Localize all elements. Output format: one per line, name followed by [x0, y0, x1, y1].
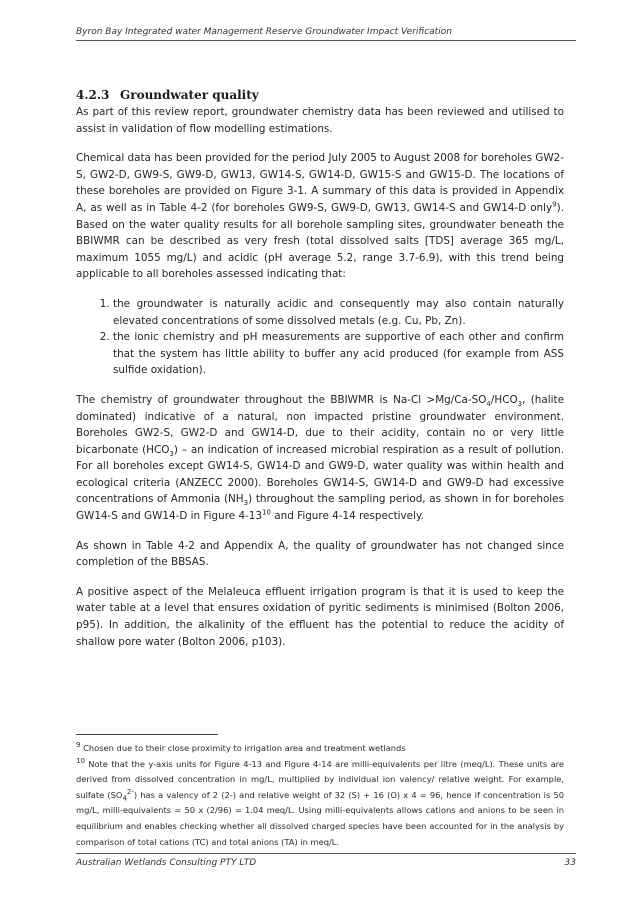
- findings-list: [76, 296, 564, 379]
- footnote-separator: [76, 734, 218, 735]
- header-title: Byron Bay Integrated water Management Reserve Groundwater Impact Verification: [76, 27, 452, 37]
- paragraph-melaleuca: A positive aspect of the Melaleuca effluent irrigation program is that it is used to keep the water table at a level that ensures oxidation of pyritic sediments is minimised (Bolton 2006, p95). In addition, the alkalinity of the effluent has the potential to reduce the acidity of shallow pore water (Bolton 2006, p103).: [76, 585, 564, 648]
- paragraph-chemistry: The chemistry of groundwater throughout the BBIWMR is $Na-Cl >Mg/Ca-SO_4/HCO_3$, (halite dominated) indicative of a natural, non impacted pristine groundwater environment. Boreholes GW2-S, GW2-D and GW14-D, due to their acidity, contain no or very little bicarbonate $(HCO_3)$ – an indication of increased microbial respiration as a result of pollution. For all boreholes except GW14-S, GW14-D and GW9-D, water quality was within health and ecological criteria (ANZECC 2000). Boreholes GW14-S, GW14-D and GW9-D had excessive concentrations of Ammonia $(NH_3)$ throughout the sampling period, as shown in for boreholes GW14-S and GW14-D in Figure $4-13^{10}$ and Figure 4-14 respectively.: [76, 393, 564, 523]
- section-title: Groundwater quality: [120, 88, 259, 102]
- footnote-10: $^{10}$ Note that the y-axis units for Figure 4-13 and Figure 4-14 are milli-equivalents per litre (meq/L). These units are derived from dissolved concentration in mg/L, multiplied by individual ion valency/ relative weight. For example, sulfate $(SO_4^{2-})$ has a valency of 2 (2-) and relative weight of 32 (S) + 16 (O) x 4 = 96, hence if concentration is 50 mg/L, milli-equivalents = 50 x (2/96) = 1.04 meq/L. Using milli-equivalents allows cations and anions to be seen in equilibrium and enables checking whether all dissolved charged species have been accounted for in the analysis by comparison of total cations (TC) and total anions (TA) in meq/L.: [76, 756, 565, 847]
- running-header: [76, 27, 576, 41]
- page-number: 33: [564, 858, 576, 868]
- footnote-ref-10[interactable]: 10: [262, 508, 271, 517]
- footnote-ref-9[interactable]: 9: [552, 200, 557, 209]
- footnotes: [76, 741, 564, 850]
- footer-separator: [76, 853, 576, 854]
- list-item: 1. the groundwater is naturally acidic and consequently may also contain naturally elevated concentrations of some dissolved metals (e.g. Cu, Pb, Zn).: [113, 296, 564, 329]
- section-heading: [76, 88, 259, 102]
- footnote-9: $^9$ Chosen due to their close proximity to irrigation area and treatment wetlands: [76, 741, 406, 753]
- footer-company: Australian Wetlands Consulting PTY LTD: [76, 858, 257, 868]
- paragraph-intro: As part of this review report, groundwater chemistry data has been reviewed and utilised to assist in validation of flow modelling estimations.: [76, 106, 564, 135]
- paragraph-unchanged: As shown in Table 4-2 and Appendix A, the quality of groundwater has not changed since completion of the BBSAS.: [76, 539, 564, 569]
- paragraph-chemical-data: Chemical data has been provided for the period July 2005 to August 2008 for boreholes GW2-S, GW2-D, GW9-S, GW9-D, GW13, GW14-S, GW14-D, GW15-S and GW15-D. The locations of these boreholes are provided on Figure 3-1. A summary of this data is provided in Appendix A, as well as in Table 4-2 (for boreholes GW9-S, GW9-D, GW13, GW14-S and GW14-D only$^9$). Based on the water quality results for all borehole sampling sites, groundwater beneath the BBIWMR can be described as very fresh (total dissolved salts [TDS] average 365 mg/L, maximum 1055 mg/L) and acidic (pH average 5.2, range 3.7-6.9), with this trend being applicable to all boreholes assessed indicating that:: [76, 152, 564, 281]
- body-text: [76, 104, 564, 663]
- section-number: 4.2.3: [76, 88, 110, 102]
- list-item: 2. the ionic chemistry and pH measurements are supportive of each other and confirm that the system has little ability to buffer any acid produced (for example from ASS sulfide oxidation).: [113, 329, 564, 379]
